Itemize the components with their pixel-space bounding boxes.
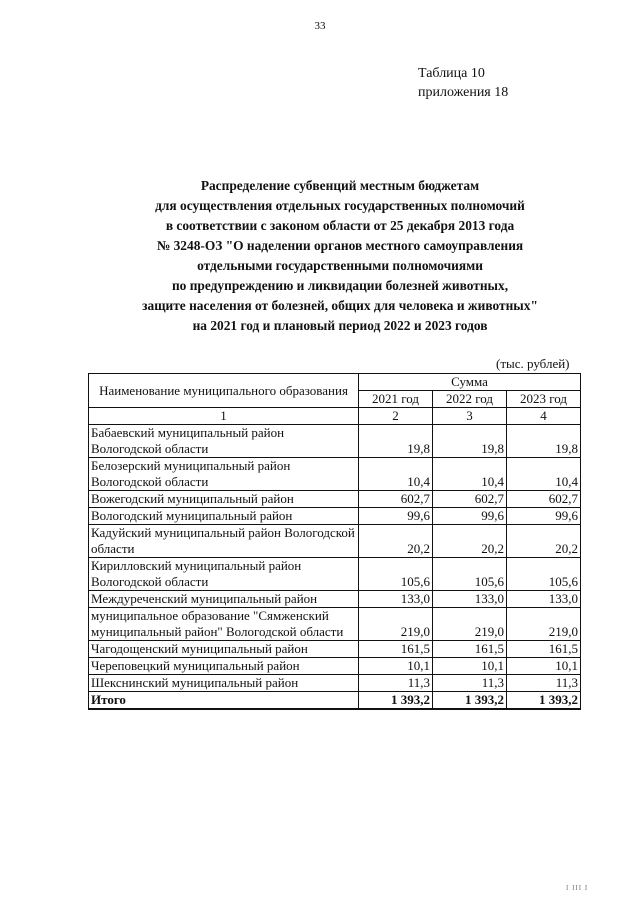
column-number: 4 [507, 408, 581, 425]
column-number: 3 [433, 408, 507, 425]
title-line: на 2021 год и плановый период 2022 и 2023 годов [192, 318, 488, 333]
header-sum-group: Сумма [359, 374, 581, 391]
table-row [89, 641, 581, 658]
value-2021: 11,3 [359, 675, 433, 692]
value-2021: 10,1 [359, 658, 433, 675]
value-2021: 133,0 [359, 591, 433, 608]
total-2021: 1 393,2 [359, 692, 433, 710]
row-name: Череповецкий муниципальный район [89, 658, 359, 675]
title-line: № 3248-ОЗ "О наделении органов местного самоуправления [156, 238, 524, 253]
total-2023: 1 393,2 [507, 692, 581, 710]
table-row [89, 658, 581, 675]
column-numbers-row [89, 408, 581, 425]
value-2022: 11,3 [433, 675, 507, 692]
header-row [89, 374, 581, 391]
value-2021: 105,6 [359, 558, 433, 591]
page-number: 33 [314, 20, 326, 32]
title-line: защите населения от болезней, общих для человека и животных" [142, 298, 538, 313]
value-2021: 10,4 [359, 458, 433, 491]
total-label: Итого [89, 692, 359, 710]
value-2023: 10,1 [507, 658, 581, 675]
value-2021: 99,6 [359, 508, 433, 525]
title-line: по предупреждению и ликвидации болезней животных, [171, 278, 509, 293]
row-name: муниципальное образование "Сямженский муниципальный район" Вологодской области [89, 608, 359, 641]
value-2021: 19,8 [359, 425, 433, 458]
row-name: Шекснинский муниципальный район [89, 675, 359, 692]
row-name: Междуреченский муниципальный район [89, 591, 359, 608]
value-2022: 19,8 [433, 425, 507, 458]
table-row [89, 458, 581, 491]
row-name: Чагодощенский муниципальный район [89, 641, 359, 658]
row-name: Вожегодский муниципальный район [89, 491, 359, 508]
table-reference-line: Таблица 10 [418, 66, 485, 81]
value-2022: 219,0 [433, 608, 507, 641]
value-2022: 602,7 [433, 491, 507, 508]
value-2022: 20,2 [433, 525, 507, 558]
header-year-2021: 2021 год [359, 391, 433, 408]
value-2021: 161,5 [359, 641, 433, 658]
value-2021: 20,2 [359, 525, 433, 558]
row-name: Вологодский муниципальный район [89, 508, 359, 525]
table-row [89, 525, 581, 558]
row-name: Кадуйский муниципальный район Вологодской области [89, 525, 359, 558]
appendix-reference-line: приложения 18 [418, 85, 509, 100]
title-line: Распределение субвенций местным бюджетам [200, 178, 480, 193]
row-name: Белозерский муниципальный район Вологодской области [89, 458, 359, 491]
header-year-2023: 2023 год [507, 391, 581, 408]
value-2023: 11,3 [507, 675, 581, 692]
value-2023: 133,0 [507, 591, 581, 608]
value-2022: 161,5 [433, 641, 507, 658]
scan-mark: I III I [566, 884, 589, 892]
column-number: 1 [89, 408, 359, 425]
value-2023: 10,4 [507, 458, 581, 491]
value-2022: 105,6 [433, 558, 507, 591]
table-row [89, 608, 581, 641]
header-year-2022: 2022 год [433, 391, 507, 408]
value-2023: 20,2 [507, 525, 581, 558]
value-2022: 10,4 [433, 458, 507, 491]
total-2022: 1 393,2 [433, 692, 507, 710]
row-name: Кирилловский муниципальный район Вологодской области [89, 558, 359, 591]
header-name-column: Наименование муниципального образования [89, 374, 359, 408]
row-name: Бабаевский муниципальный район Вологодской области [89, 425, 359, 458]
value-2021: 602,7 [359, 491, 433, 508]
value-2022: 10,1 [433, 658, 507, 675]
document-title [60, 176, 620, 336]
table-row [89, 675, 581, 692]
title-line: для осуществления отдельных государственных полномочий [155, 198, 525, 213]
units-label: (тыс. рублей) [496, 356, 570, 371]
value-2023: 219,0 [507, 608, 581, 641]
value-2023: 105,6 [507, 558, 581, 591]
value-2023: 602,7 [507, 491, 581, 508]
table-row [89, 491, 581, 508]
value-2023: 99,6 [507, 508, 581, 525]
table-row [89, 591, 581, 608]
total-row [89, 692, 581, 710]
title-line: отдельными государственными полномочиями [197, 258, 483, 273]
value-2022: 133,0 [433, 591, 507, 608]
value-2023: 19,8 [507, 425, 581, 458]
value-2023: 161,5 [507, 641, 581, 658]
title-line: в соответствии с законом области от 25 декабря 2013 года [165, 218, 515, 233]
value-2021: 219,0 [359, 608, 433, 641]
table-row [89, 558, 581, 591]
column-number: 2 [359, 408, 433, 425]
subsidies-table [88, 373, 581, 710]
table-row [89, 508, 581, 525]
table-row [89, 425, 581, 458]
value-2022: 99,6 [433, 508, 507, 525]
table-reference [418, 64, 508, 102]
